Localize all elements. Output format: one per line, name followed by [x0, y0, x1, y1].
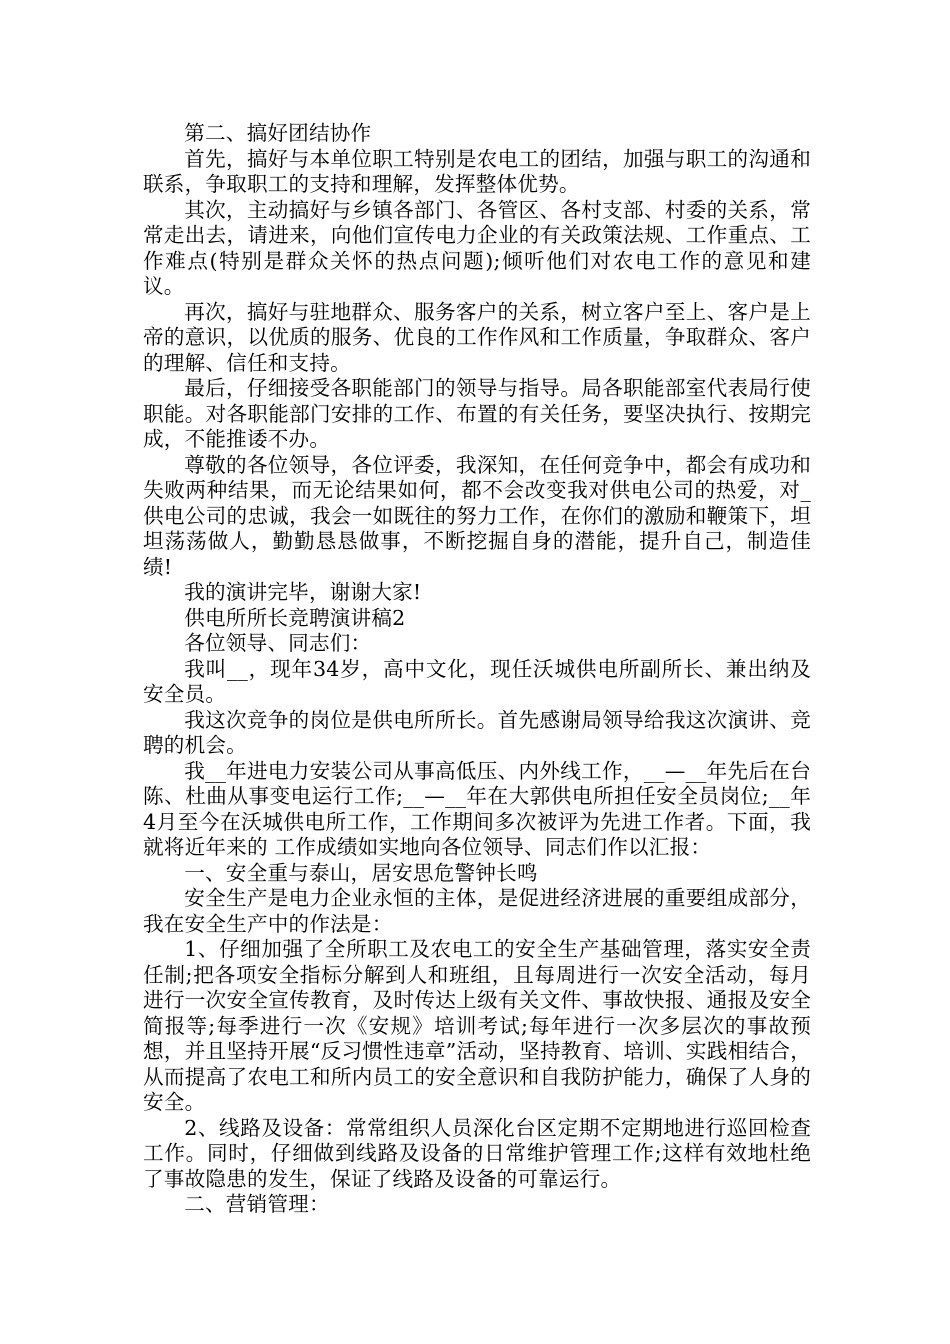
paragraph: 首先，搞好与本单位职工特别是农电工的团结，加强与职工的沟通和联系，争取职工的支持和理解，发挥整体优势。: [143, 146, 811, 196]
paragraph: 最后，仔细接受各职能部门的领导与指导。局各职能部室代表局行使职能。对各职能部门安排的工作、布置的有关任务，要坚决执行、按期完成，不能推诿不办。: [143, 376, 811, 451]
paragraph: 我这次竞争的岗位是供电所所长。首先感谢局领导给我这次演讲、竞聘的机会。: [143, 707, 811, 757]
salutation: 各位领导、同志们：: [184, 631, 372, 655]
paragraph: 尊敬的各位领导，各位评委，我深知，在任何竞争中，都会有成功和失败两种结果，而无论结果如何，都不会改变我对供电公司的热爱，对_供电公司的忠诚，我会一如既往的努力工作，在你们的激励和鞭策下，坦坦荡荡做人，勤勤恳恳做事，不断挖掘自身的潜能，提升自己，制造佳绩!: [143, 452, 811, 579]
section-heading: 一、安全重与泰山，居安思危警钟长鸣: [184, 860, 538, 885]
paragraph: 我的演讲完毕，谢谢大家!: [184, 580, 422, 604]
paragraph: 我叫__，现年34岁，高中文化，现任沃城供电所副所长、兼出纳及安全员。: [143, 656, 811, 706]
document-body: [143, 121, 811, 1218]
paragraph: 我__年进电力安装公司从事高低压、内外线工作，__—__年先后在台陈、杜曲从事变电运行工作;__—__年在大郭供电所担任安全员岗位;__年4月至今在沃城供电所工作，工作期间多次被评为先进工作者。下面，我就将近年来的 工作成绩如实地向各位领导、同志们作以汇报：: [143, 758, 811, 859]
paragraph: 安全生产是电力企业永恒的主体，是促进经济进展的重要组成部分，我在安全生产中的作法是：: [143, 886, 811, 936]
document-title: 供电所所长竞聘演讲稿2: [184, 605, 406, 630]
section-heading: 第二、搞好团结协作: [184, 121, 372, 145]
section-heading: 二、营销管理：: [184, 1192, 330, 1216]
paragraph: 2、线路及设备：常常组织人员深化台区定期不定期地进行巡回检查工作。同时，仔细做到线路及设备的日常维护管理工作;这样有效地杜绝了事故隐患的发生，保证了线路及设备的可靠运行。: [143, 1115, 811, 1191]
paragraph: 其次，主动搞好与乡镇各部门、各管区、各村支部、村委的关系，常常走出去，请进来，向他们宣传电力企业的有关政策法规、工作重点、工作难点(特别是群众关怀的热点问题);倾听他们对农电工作的意见和建议。: [143, 197, 811, 298]
paragraph: 再次，搞好与驻地群众、服务客户的关系，树立客户至上、客户是上帝的意识，以优质的服务、优良的工作作风和工作质量，争取群众、客户的理解、信任和支持。: [143, 299, 811, 375]
paragraph: 1、仔细加强了全所职工及农电工的安全生产基础管理，落实安全责任制;把各项安全指标分解到人和班组，且每周进行一次安全活动，每月进行一次安全宣传教育，及时传达上级有关文件、事故快报、通报及安全简报等;每季进行一次《安规》培训考试;每年进行一次多层次的事故预想，并且坚持开展“反习惯性违章”活动，坚持教育、培训、实践相结合，从而提高了农电工和所内员工的安全意识和自我防护能力，确保了人身的安全。: [143, 937, 811, 1114]
